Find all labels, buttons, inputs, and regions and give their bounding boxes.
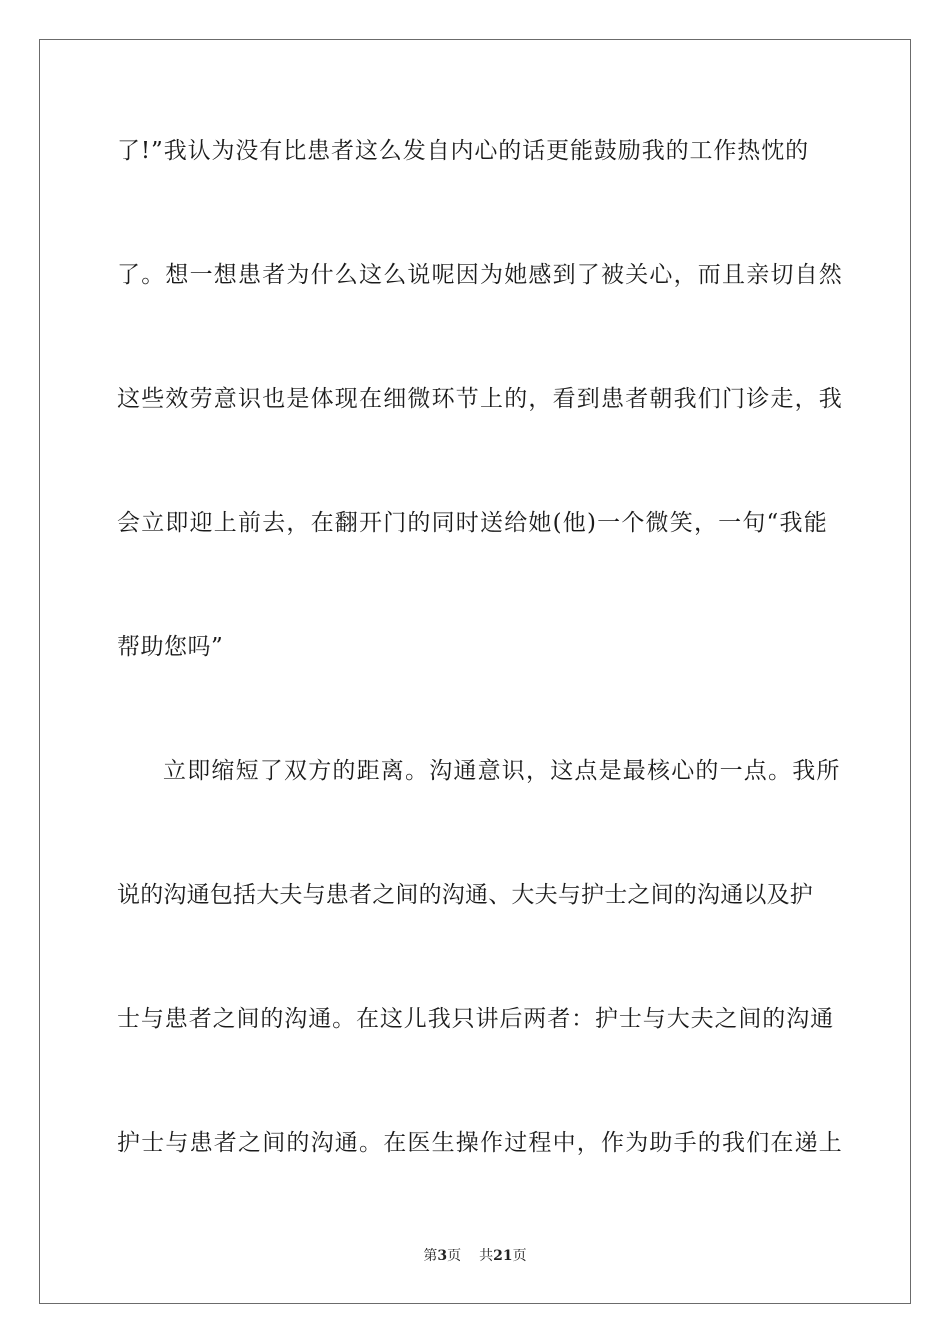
page-suffix: 页 — [447, 1248, 462, 1264]
text-line-1: 了!”我认为没有比患者这么发自内心的话更能鼓励我的工作热忱的 — [117, 138, 810, 164]
text-line-3: 这些效劳意识也是体现在细微环节上的，看到患者朝我们门诊走，我 — [117, 386, 843, 412]
total-prefix: 共 — [479, 1248, 494, 1264]
page-number: 3 — [437, 1248, 448, 1264]
text-line-4: 会立即迎上前去，在翻开门的同时送给她(他)一个微笑，一句“我能 — [117, 510, 828, 536]
page-footer — [0, 1246, 950, 1266]
text-line-2: 了。想一想患者为什么这么说呢因为她感到了被关心，而且亲切自然 — [117, 262, 843, 288]
total-pages: 21 — [493, 1248, 513, 1264]
text-line-7: 说的沟通包括大夫与患者之间的沟通、大夫与护士之间的沟通以及护 — [117, 882, 813, 908]
text-line-9: 护士与患者之间的沟通。在医生操作过程中，作为助手的我们在递上 — [117, 1130, 843, 1156]
total-suffix: 页 — [512, 1248, 527, 1264]
page-prefix: 第 — [423, 1248, 438, 1264]
text-line-5: 帮助您吗” — [117, 634, 224, 660]
page-border — [39, 39, 911, 1304]
text-line-8: 士与患者之间的沟通。在这儿我只讲后两者：护士与大夫之间的沟通 — [117, 1006, 834, 1032]
paragraph-start-line: 立即缩短了双方的距离。沟通意识，这点是最核心的一点。我所 — [163, 758, 841, 784]
